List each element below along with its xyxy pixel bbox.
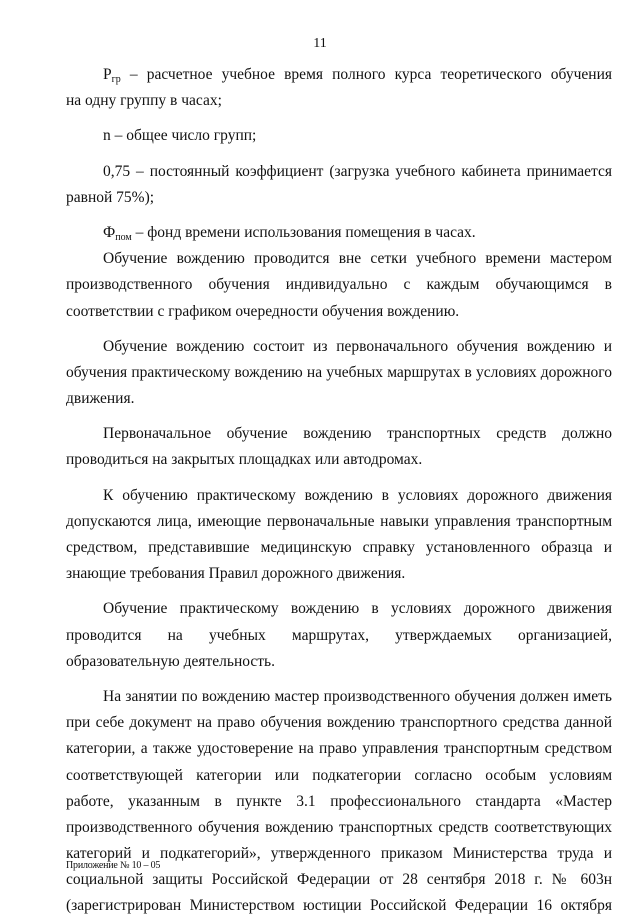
definition-p-gr-line2: на одну группу в часах; bbox=[66, 92, 222, 110]
document-body bbox=[66, 62, 612, 920]
paragraph-line: Первоначальное обучение вождению транспортных средств должно bbox=[103, 425, 612, 443]
paragraph-line: социальной защиты Российской Федерации от 28 сентября 2018 г. № 603н bbox=[66, 871, 612, 889]
definition-coef-line1: 0,75 – постоянный коэффициент (загрузка учебного кабинета принимается bbox=[103, 162, 612, 180]
paragraph-line: допускаются лица, имеющие первоначальные навыки управления транспортным bbox=[66, 512, 612, 530]
paragraph-line: категории, а также удостоверение на право управления транспортным средством bbox=[66, 740, 612, 758]
page-number: 11 bbox=[313, 36, 327, 51]
paragraph-line: Обучение практическому вождению в условиях дорожного движения bbox=[103, 600, 612, 618]
paragraph-line: движения. bbox=[66, 390, 135, 408]
paragraph-line: соответствующей категории или подкатегории согласно особым условиям bbox=[66, 766, 612, 784]
definition-f-line: $Ф_{пом}$ – фонд времени использования помещения в часах. bbox=[103, 223, 476, 243]
definition-n-line: n – общее число групп; bbox=[103, 127, 257, 145]
paragraph-line: проводиться на закрытых площадках или автодромах. bbox=[66, 451, 423, 469]
paragraph-line: соответствии с графиком очередности обучения вождению. bbox=[66, 302, 460, 320]
paragraph-line: Обучение вождению проводится вне сетки учебного времени мастером bbox=[103, 250, 612, 268]
footer-appendix-label: Приложение № 10 – 05 bbox=[66, 860, 161, 871]
paragraph-line: К обучению практическому вождению в условиях дорожного движения bbox=[103, 486, 612, 504]
paragraph-line: работе, указанным в пункте 3.1 профессионального стандарта «Мастер bbox=[66, 792, 612, 810]
paragraph-line: знающие требования Правил дорожного движения. bbox=[66, 565, 406, 583]
definition-p-gr-line1: $P_{гр}$ – расчетное учебное время полного курса теоретического обучения bbox=[103, 66, 612, 85]
paragraph-line: Обучение вождению состоит из первоначального обучения вождению и bbox=[103, 337, 612, 355]
paragraph-line: производственного обучения индивидуально с каждым обучающимся в bbox=[66, 276, 612, 294]
paragraph-line: при себе документ на право обучения вождению транспортного средства данной bbox=[66, 714, 612, 732]
paragraph-line: обучения практическому вождению на учебных маршрутах в условиях дорожного bbox=[66, 363, 612, 381]
paragraph-line: (зарегистрирован Министерством юстиции Российской Федерации 16 октября bbox=[66, 897, 612, 915]
definition-coef-line2: равной 75%); bbox=[66, 188, 155, 206]
paragraph-line: средством, представившие медицинскую справку установленного образца и bbox=[66, 539, 612, 556]
paragraph-line: производственного обучения вождению транспортных средств соответствующих bbox=[66, 818, 612, 836]
paragraph-line: образовательную деятельность. bbox=[66, 652, 275, 670]
paragraph-line: проводится на учебных маршрутах, утверждаемых организацией, bbox=[66, 626, 612, 644]
paragraph-line: На занятии по вождению мастер производственного обучения должен иметь bbox=[103, 687, 612, 705]
paragraph-line: категорий и подкатегорий», утвержденного приказом Министерства труда и bbox=[66, 845, 612, 863]
